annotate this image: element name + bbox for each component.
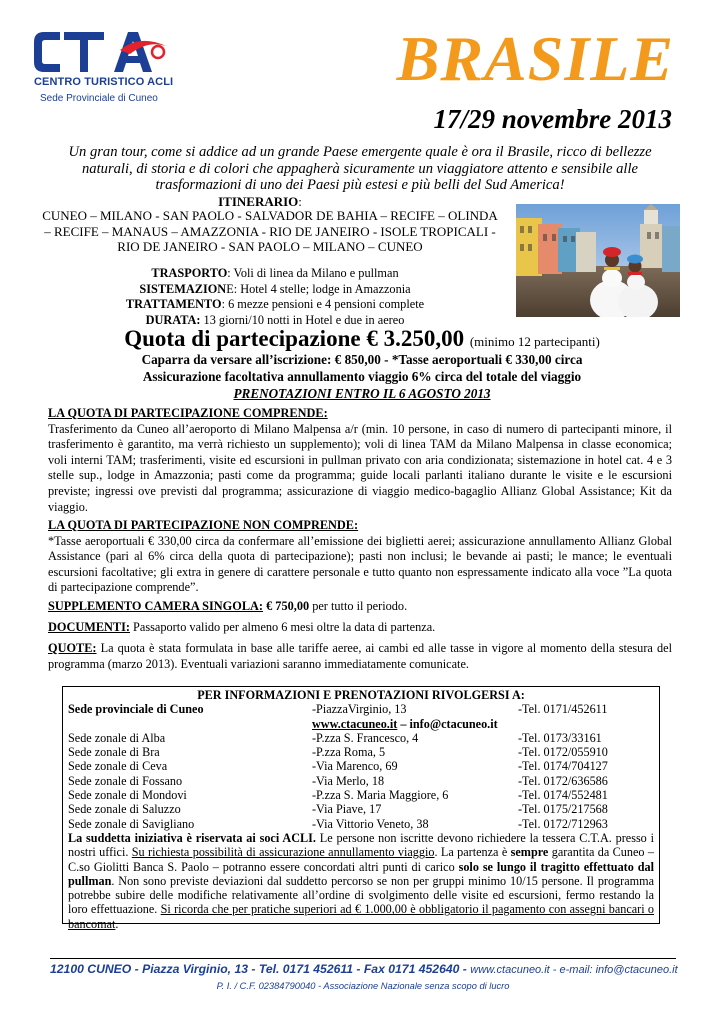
page-title: BRASILE [396,23,674,94]
info-box-title: PER INFORMAZIONI E PRENOTAZIONI RIVOLGERSI A: [197,688,525,702]
price-quota: Quota di partecipazione € 3.250,00 [124,326,465,351]
note-insurance: Su richiesta possibilità di assicurazione annullamento viaggio [131,845,435,860]
note-pickup: solo se lungo il tragitto effettuato dal pullman [68,859,654,888]
spec-label: TRASPORTO [151,266,228,280]
office-row [68,802,654,816]
office-row [68,759,654,773]
email-link[interactable]: info@ctacuneo.it [409,716,498,731]
office-phone: -Tel. 0172/636586 [518,773,608,788]
documents-text: Passaporto valido per almeno 6 mesi oltre la data di partenza. [129,620,436,634]
price-minimum: (minimo 12 partecipanti) [469,334,600,349]
brazil-street-photo [516,204,680,317]
office-phone: -Tel. 0175/217568 [518,802,608,817]
info-box [62,686,660,931]
office-address: -Via Merlo, 18 [312,773,385,788]
spec-value: E: Hotel 4 stelle; lodge in Amazzonia [226,281,411,296]
spec-label: TRATTAMENTO [125,297,222,312]
itinerary-route: CUNEO – MILANO - SAN PAOLO - SALVADOR DE BAHIA – RECIFE – OLINDA – RECIFE – MANAUS – AMAZZONIA - RIO DE JANEIRO - ISOLE TROPICALI - RIO DE JANEIRO - SAN PAOLO – MILANO – CUNEO [42,208,498,254]
office-web-row [68,717,654,731]
web-contacts [312,717,498,731]
spec-trattamento [90,297,460,313]
website-link[interactable]: www.ctacuneo.it [312,716,398,731]
price-heading [40,326,684,352]
office-address: -P.zza S. Francesco, 4 [312,730,419,745]
logo-location: Sede Provinciale di Cuneo [40,93,158,104]
itinerary-label: ITINERARIO [218,194,299,209]
logo-subtitle: CENTRO TURISTICO ACLI [34,76,174,88]
office-phone: -Tel. 0172/055910 [518,745,608,760]
office-name: Sede zonale di Mondovi [68,788,187,803]
includes-section [48,406,672,515]
note-members-only: La suddetta iniziativa è riservata ai soci ACLI. [68,830,316,845]
trip-specs [90,266,460,328]
booking-deadline: PRENOTAZIONI ENTRO IL 6 AGOSTO 2013 [233,386,491,401]
note-text: garantita da Cuneo – C.so Giolitti Banca S. Paolo – potranno essere concordati altri punti di carico [68,845,654,874]
footer-address-main: 12100 CUNEO - Piazza Virginio, 13 - Tel. 0171 452611 - Fax 0171 452640 - [50,962,471,976]
trip-dates: 17/29 novembre 2013 [433,104,672,134]
quote-note [48,641,672,672]
office-row-main [68,702,654,716]
office-row [68,745,654,759]
footer-address [50,962,676,976]
insurance-line: Assicurazione facoltativa annullamento viaggio 6% circa del totale del viaggio [142,369,582,384]
office-row [68,817,654,831]
office-name: Sede zonale di Bra [68,745,160,760]
includes-text: Trasferimento da Cuneo all’aeroporto di Milano Malpensa a/r (min. 10 persone, in caso di numero di partecipanti minore, il trasferimento è garantito, ma verrà richiesto un supplemento); voli di linea TAM da Milano Malpensa in classe economica; voli interni TAM; trasferimenti, visite ed escursioni in pullman privato con aria condizionata; sistemazione in hotel cat. 4 e 3 stelle sup., lodge in Amazzonia; pasti come da programma; guide locali parlanti italiano durante le visite e le escursioni previste; ingressi ove previsti dal programma; assicurazione di viaggio medico-bagaglio Allianz Global Assistance; Kit da viaggio. [48,421,672,514]
office-phone: -Tel. 0173/33161 [518,730,602,745]
itinerary-colon: : [298,194,302,209]
office-name: Sede zonale di Fossano [68,773,183,788]
note-text: Le persone non iscritte devono richiedere la tessera C.T.A. presso i nostri uffici. [68,830,655,860]
office-phone: -Tel. 0174/704127 [518,759,608,774]
office-address: -Via Piave, 17 [312,802,382,817]
office-row [68,774,654,788]
supplement-text: per tutto il periodo. [309,599,408,613]
supplement-label: SUPPLEMENTO CAMERA SINGOLA: [48,599,263,613]
note-text: . La partenza è [434,845,511,860]
office-name: Sede zonale di Alba [68,730,166,745]
office-row [68,731,654,745]
excludes-heading: LA QUOTA DI PARTECIPAZIONE NON COMPRENDE: [48,518,359,532]
quote-text: La quota è stata formulata in base alle tariffe aeree, ai cambi ed alle tasse in vigore al momento della stesura del programma (marzo 2013). Eventuali variazioni saranno immediatamente comunicate. [48,641,672,671]
spec-label: DURATA: [145,312,201,327]
deposit-line: Caparra da versare all’iscrizione: € 850,00 - *Tasse aeroportuali € 330,00 circa [141,352,583,367]
footer-web-email: www.ctacuneo.it - e-mail: info@ctacuneo.it [470,964,678,976]
office-address: -Via Vittorio Veneto, 38 [312,816,429,831]
note-text: . Non sono previste deviazioni dal suddetto percorso se non per gruppi minimo 10/15 persone. Il programma potrebbe subire delle modifiche relativamente all’ordine di svolgimento delle visite ed escursioni, fermo restando la loro effettuazione. [68,873,654,917]
excludes-text: *Tasse aeroportuali € 330,00 circa da confermare all’emissione dei biglietti aerei; assicurazione annullamento Allianz Global Assistance (pari al 6% circa della quota di partecipazione); pasti non inclusi; le bevande ai pasti; le mance; le eventuali escursioni facoltative; gli extra in genere di carattere personale e tutto quanto non espressamente indicato alla voce ”La quota di partecipazione comprende”. [48,533,672,595]
office-phone: -Tel. 0171/452611 [518,702,608,717]
office-phone: -Tel. 0174/552481 [518,788,608,803]
footer-legal: P. I. / C.F. 02384790040 - Associazione Nazionale senza scopo di lucro [216,981,510,991]
note-payment: Si ricorda che per pratiche superiori ad € 1.000,00 è obbligatorio il pagamento con assegni bancari o bancomat [68,902,655,931]
office-row [68,788,654,802]
office-name: Sede provinciale di Cuneo [68,702,204,717]
documents-label: DOCUMENTI: [48,620,130,634]
note-always: sempre [510,845,549,860]
spec-sistemazione [90,282,460,298]
note-text: . [115,916,119,931]
single-room-supplement [48,599,672,615]
office-address: -P.zza Roma, 5 [312,745,386,760]
office-name: Sede zonale di Ceva [68,759,168,774]
spec-trasporto [90,266,460,282]
spec-label: SISTEMAZION [139,281,227,296]
office-name: Sede zonale di Saluzzo [68,802,181,817]
spec-value: : Voli di linea da Milano e pullman [227,266,399,280]
intro-text: Un gran tour, come si addice ad un grande Paese emergente quale è ora il Brasile, ricco di bellezze naturali, di storia e di colori che appagherà sicuramente un viaggiatore attento e sensibile alle trasformazioni di uno dei Paesi più estesi e più belli del Sud America! [68,144,652,193]
office-name: Sede zonale di Savigliano [68,816,195,831]
footer-divider [50,958,676,959]
includes-heading: LA QUOTA DI PARTECIPAZIONE COMPRENDE: [48,406,328,420]
office-address: -PiazzaVirginio, 13 [312,702,407,717]
documents-line [48,620,672,636]
office-address: -P.zza S. Maria Maggiore, 6 [312,788,449,803]
quote-label: QUOTE: [48,641,97,655]
office-phone: -Tel. 0172/712963 [518,816,608,831]
spec-value: 13 giorni/10 notti in Hotel e due in aereo [200,312,405,327]
supplement-price: € 750,00 [263,599,310,613]
spec-value: : 6 mezze pensioni e 4 pensioni complete [221,297,425,312]
info-box-note [68,831,654,931]
office-address: -Via Marenco, 69 [312,759,398,774]
excludes-section [48,518,672,596]
web-separator: – [397,716,410,731]
